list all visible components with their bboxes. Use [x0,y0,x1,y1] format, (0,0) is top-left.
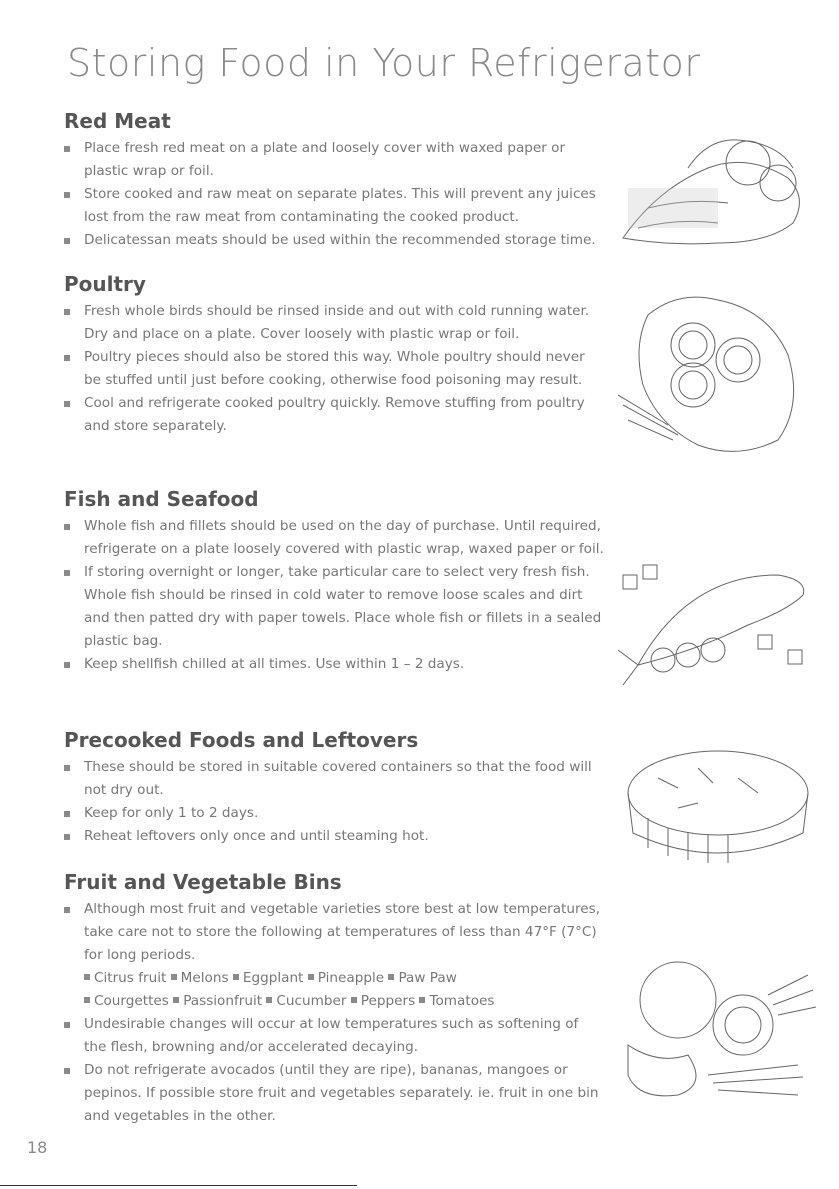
bullet-list [64,515,604,676]
produce-row-1 [84,967,604,990]
section-poultry [64,271,604,438]
section-heading: Poultry [64,272,146,296]
produce-item: Peppers [360,993,416,1009]
produce-item: Courgettes [94,993,169,1009]
bullet-square-icon [84,997,90,1003]
list-item: If storing overnight or longer, take particular care to select very fresh fish. Whole fish should be rinsed in cold water to remove loose scales and dirt and then patted dry with paper towels. Place whole fish or fillets in a sealed plastic bag. [64,561,604,653]
bullet-list [64,898,604,1128]
bullet-square-icon [84,974,90,980]
section-fish-seafood [64,486,604,676]
list-item: Poultry pieces should also be stored this way. Whole poultry should never be stuffed until just before cooking, otherwise food poisoning may result. [64,346,604,392]
list-item: Cool and refrigerate cooked poultry quickly. Remove stuffing from poultry and store separately. [64,392,604,438]
bullet-square-icon [233,974,239,980]
bullet-square-icon [351,997,357,1003]
bullet-square-icon [266,997,272,1003]
footer-rule [0,1185,357,1186]
section-red-meat [64,108,604,252]
quiche-illustration [618,738,818,873]
bullet-square-icon [308,974,314,980]
fish-illustration [618,555,818,695]
list-item: Reheat leftovers only once and until steaming hot. [64,825,604,848]
list-item: Keep shellfish chilled at all times. Use within 1 – 2 days. [64,653,604,676]
bullet-list [64,756,604,848]
section-heading: Fish and Seafood [64,487,259,511]
produce-item: Eggplant [242,970,304,986]
list-item: Fresh whole birds should be rinsed inside and out with cold running water. Dry and place on a plate. Cover loosely with plastic wrap or foil. [64,300,604,346]
section-heading: Red Meat [64,109,171,133]
poultry-illustration [618,285,818,465]
vegetables-illustration [618,955,818,1105]
list-item: These should be stored in suitable covered containers so that the food will not dry out. [64,756,604,802]
produce-item: Paw Paw [398,970,457,986]
produce-item: Tomatoes [429,993,495,1009]
red-meat-illustration [618,128,818,248]
bullet-square-icon [173,997,179,1003]
bullet-list [64,300,604,438]
produce-item: Citrus fruit [94,970,167,986]
produce-item: Passionfruit [183,993,263,1009]
list-item [64,898,604,1013]
list-item: Undesirable changes will occur at low temperatures such as softening of the flesh, browning and/or accelerated decaying. [64,1013,604,1059]
list-item: Whole fish and fillets should be used on the day of purchase. Until required, refrigerate on a plate loosely covered with plastic wrap, waxed paper or foil. [64,515,604,561]
section-heading: Precooked Foods and Leftovers [64,728,419,752]
produce-item: Pineapple [317,970,385,986]
section-precooked-foods [64,727,604,848]
bullet-square-icon [388,974,394,980]
produce-item: Melons [180,970,229,986]
produce-row-2 [84,990,604,1013]
bullet-square-icon [171,974,177,980]
produce-item: Cucumber [276,993,347,1009]
bullet-square-icon [419,997,425,1003]
section-fruit-vegetable-bins [64,869,604,1128]
list-item-text: Although most fruit and vegetable varieties store best at low temperatures, take care not to store the following at temperatures of less than 47°F (7°C) for long periods. [84,901,601,963]
section-heading: Fruit and Vegetable Bins [64,870,342,894]
list-item: Do not refrigerate avocados (until they are ripe), bananas, mangoes or pepinos. If possible store fruit and vegetables separately. ie. fruit in one bin and vegetables in the other. [64,1059,604,1128]
page-number: 18 [27,1138,48,1157]
list-item: Place fresh red meat on a plate and loosely cover with waxed paper or plastic wrap or foil. [64,137,604,183]
page-title: Storing Food in Your Refrigerator [67,41,701,85]
list-item: Keep for only 1 to 2 days. [64,802,604,825]
list-item: Delicatessan meats should be used within the recommended storage time. [64,229,604,252]
bullet-list [64,137,604,252]
list-item: Store cooked and raw meat on separate plates. This will prevent any juices lost from the raw meat from contaminating the cooked product. [64,183,604,229]
